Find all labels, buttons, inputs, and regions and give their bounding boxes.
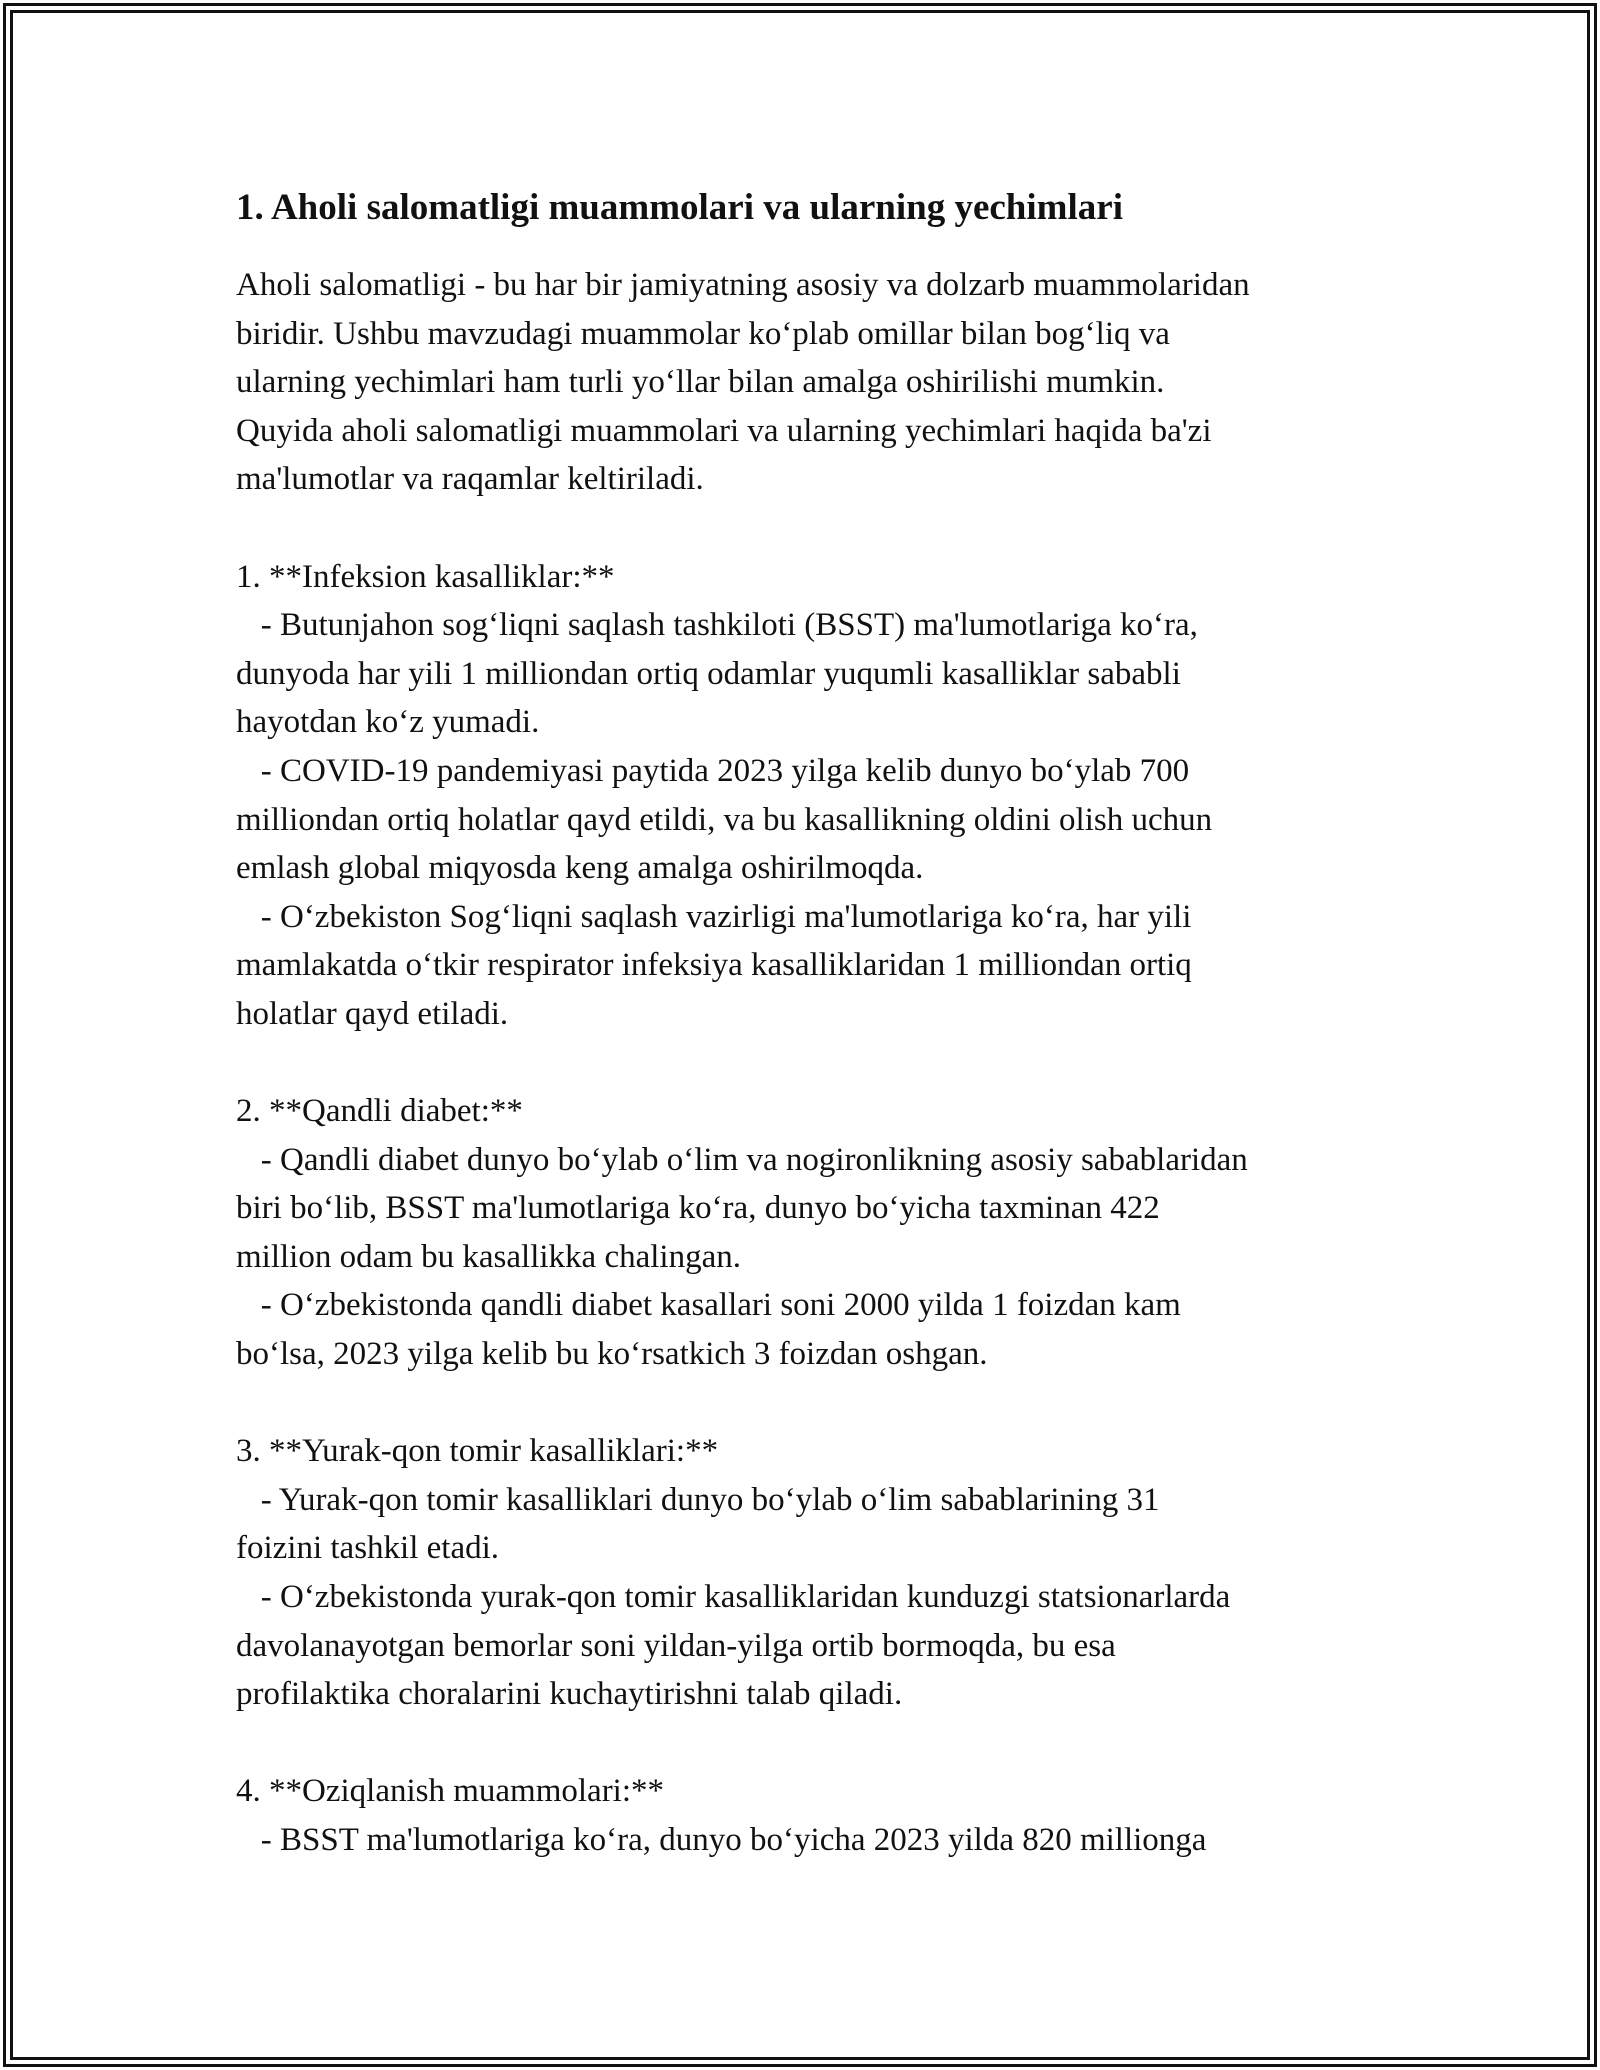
blank-line [236, 1379, 1416, 1428]
document-body [236, 185, 1416, 1865]
section-line: profilaktika choralarini kuchaytirishni talab qiladi. [236, 1676, 903, 1713]
section-line: milliondan ortiq holatlar qayd etildi, va bu kasallikning oldini olish uchun [236, 801, 1213, 838]
intro-paragraph [236, 261, 1416, 504]
section-line: - Butunjahon sogʻliqni saqlash tashkiloti (BSST) ma'lumotlariga koʻra, [236, 607, 1198, 644]
section-line: boʻlsa, 2023 yilga kelib bu koʻrsatkich 3 foizdan oshgan. [236, 1336, 988, 1373]
section-line: emlash global miqyosda keng amalga oshirilmoqda. [236, 850, 924, 887]
intro-line: Aholi salomatligi - bu har bir jamiyatning asosiy va dolzarb muammolaridan [236, 267, 1250, 303]
section-line: holatlar qayd etiladi. [236, 995, 509, 1032]
section-line: dunyoda har yili 1 milliondan ortiq odamlar yuqumli kasalliklar sababli [236, 655, 1181, 692]
section-oziqlanish-muammolari [236, 1767, 1416, 1864]
section-line: million odam bu kasallikka chalingan. [236, 1238, 741, 1275]
section-line: biri boʻlib, BSST ma'lumotlariga koʻra, dunyo boʻyicha taxminan 422 [236, 1190, 1160, 1227]
section-line: hayotdan koʻz yumadi. [236, 704, 540, 741]
document-title: 1. Aholi salomatligi muammolari va ularning yechimlari [236, 187, 1123, 228]
blank-line [236, 1039, 1416, 1088]
section-line: - Oʻzbekiston Sogʻliqni saqlash vazirligi ma'lumotlariga koʻra, har yili [236, 898, 1192, 935]
intro-line: Quyida aholi salomatligi muammolari va ularning yechimlari haqida ba'zi [236, 412, 1212, 449]
section-line: - COVID-19 pandemiyasi paytida 2023 yilga kelib dunyo boʻylab 700 [236, 752, 1190, 789]
section-infeksion-kasalliklar [236, 553, 1416, 1039]
section-line: - Oʻzbekistonda qandli diabet kasallari soni 2000 yilda 1 foizdan kam [236, 1287, 1181, 1324]
intro-line: ma'lumotlar va raqamlar keltiriladi. [236, 461, 704, 498]
section-heading: 1. **Infeksion kasalliklar:** [236, 558, 615, 595]
section-line: - Qandli diabet dunyo boʻylab oʻlim va nogironlikning asosiy sabablaridan [236, 1141, 1248, 1178]
section-line: mamlakatda oʻtkir respirator infeksiya kasalliklaridan 1 milliondan ortiq [236, 947, 1192, 984]
blank-line [236, 1719, 1416, 1768]
intro-line: biridir. Ushbu mavzudagi muammolar koʻplab omillar bilan bogʻliq va [236, 315, 1170, 352]
section-line: - BSST ma'lumotlariga koʻra, dunyo boʻyicha 2023 yilda 820 millionga [236, 1822, 1207, 1858]
section-yurak-qon-tomir [236, 1427, 1416, 1719]
section-line: - Oʻzbekistonda yurak-qon tomir kasalliklaridan kunduzgi statsionarlarda [236, 1579, 1231, 1616]
section-line: foizini tashkil etadi. [236, 1530, 500, 1567]
section-heading: 3. **Yurak-qon tomir kasalliklari:** [236, 1433, 719, 1470]
section-heading: 2. **Qandli diabet:** [236, 1093, 523, 1130]
intro-line: ularning yechimlari ham turli yoʻllar bilan amalga oshirilishi mumkin. [236, 364, 1165, 401]
section-heading: 4. **Oziqlanish muammolari:** [236, 1773, 665, 1810]
section-qandli-diabet [236, 1087, 1416, 1379]
section-line: davolanayotgan bemorlar soni yildan-yilga ortib bormoqda, bu esa [236, 1627, 1116, 1664]
section-line: - Yurak-qon tomir kasalliklari dunyo boʻylab oʻlim sabablarining 31 [236, 1481, 1160, 1518]
blank-line [236, 504, 1416, 553]
